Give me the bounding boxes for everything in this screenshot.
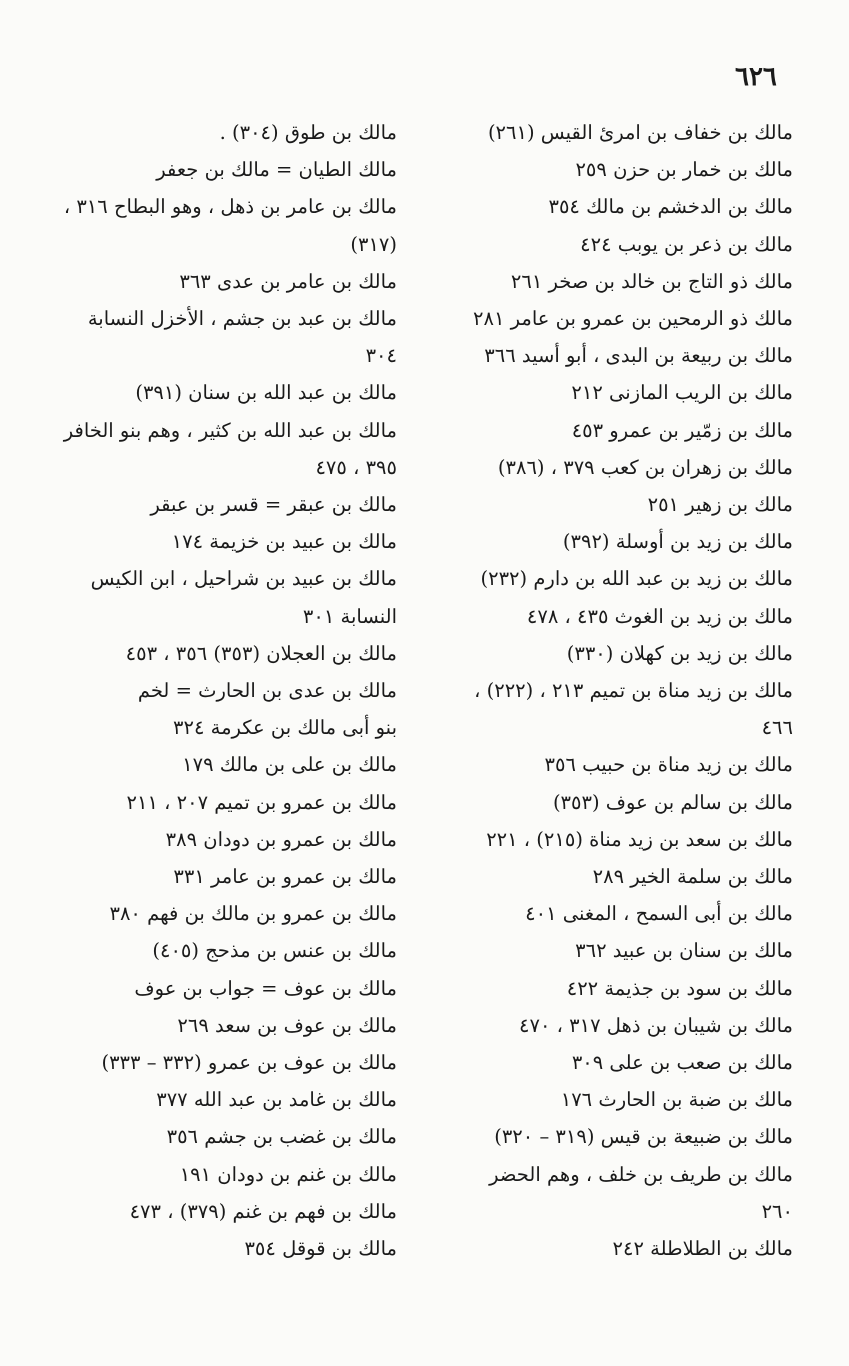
index-entry: مالك بن عوف بن عمرو (٣٣٢ – ٣٣٣)	[101, 1051, 397, 1075]
index-entry: مالك بن ضبيعة بن قيس (٣١٩ – ٣٢٠)	[494, 1125, 793, 1149]
index-entry: بنو أبى مالك بن عكرمة ٣٢٤	[173, 716, 397, 740]
index-entry: مالك بن الريب المازنى ٢١٢	[571, 381, 793, 405]
index-entry: مالك بن زيد بن عبد الله بن دارم (٢٣٢)	[480, 567, 793, 591]
index-entry: مالك بن زهير ٢٥١	[647, 493, 793, 517]
index-entry: مالك بن ذعر بن يوبب ٤٢٤	[580, 232, 793, 256]
index-entry: مالك بن سود بن جذيمة ٤٢٢	[566, 976, 793, 1000]
index-entry: مالك ذو الرمحين بن عمرو بن عامر ٢٨١	[473, 307, 793, 331]
index-entry: مالك بن ضبة بن الحارث ١٧٦	[560, 1088, 793, 1112]
index-entry: مالك بن زيد مناة بن حبيب ٣٥٦	[544, 753, 793, 777]
index-entry: مالك بن عوف بن سعد ٢٦٩	[177, 1013, 397, 1037]
index-entry: مالك بن على بن مالك ١٧٩	[182, 753, 397, 777]
index-entry: مالك بن طوق (٣٠٤) .	[219, 121, 397, 144]
index-entry: مالك بن خمار بن حزن ٢٥٩	[575, 158, 793, 182]
index-entry: مالك بن ربيعة بن البدى ، أبو أسيد ٣٦٦	[484, 344, 793, 368]
index-entry: مالك بن سالم بن عوف (٣٥٣)	[552, 790, 793, 814]
index-entry: مالك بن زيد مناة بن تميم ٢١٣ ، (٢٢٢) ، ٤٦٦	[474, 679, 793, 740]
index-entry: مالك بن الطلاطلة ٢٤٢	[612, 1237, 793, 1261]
index-entry: مالك بن قوقل ٣٥٤	[244, 1237, 397, 1261]
index-entry: مالك بن سلمة الخير ٢٨٩	[592, 865, 793, 889]
index-entry: مالك بن عوف = جواب بن عوف	[134, 976, 397, 1000]
index-entry: مالك بن خفاف بن امرئ القيس (٢٦١)	[487, 121, 793, 144]
index-entry: مالك بن زيد بن كهلان (٣٣٠)	[566, 641, 793, 665]
index-entry: مالك بن عمرو بن مالك بن فهم ٣٨٠	[109, 902, 397, 926]
page-number: ٦٢٦	[735, 62, 777, 92]
index-entry: مالك بن العجلان (٣٥٣) ٣٥٦ ، ٤٥٣	[125, 641, 397, 665]
index-entry: مالك بن طريف بن خلف ، وهم الحضر ٢٦٠	[489, 1162, 793, 1223]
index-entry: مالك بن عبد بن جشم ، الأخزل النسابة ٣٠٤	[87, 307, 397, 368]
index-entry: مالك بن غنم بن دودان ١٩١	[179, 1162, 397, 1186]
index-entry: مالك بن عبد الله بن كثير ، وهم بنو الخافر ٣٩٥ ، ٤٧٥	[63, 418, 397, 479]
index-entry: مالك بن صعب بن على ٣٠٩	[571, 1051, 793, 1075]
index-entry: مالك بن عبيد بن خزيمة ١٧٤	[171, 530, 397, 554]
index-entry: مالك بن زهران بن كعب ٣٧٩ ، (٣٨٦)	[497, 455, 793, 479]
index-entry: مالك بن شيبان بن ذهل ٣١٧ ، ٤٧٠	[519, 1013, 793, 1037]
index-entry: مالك بن سنان بن عبيد ٣٦٢	[575, 939, 793, 963]
index-column-left	[61, 114, 397, 1267]
index-entry: مالك بن زمّير بن عمرو ٤٥٣	[571, 418, 793, 442]
index-entry: مالك بن عمرو بن عامر ٣٣١	[173, 865, 397, 889]
index-entry: مالك ذو التاج بن خالد بن صخر ٢٦١	[510, 269, 793, 293]
index-entry: مالك بن فهم بن غنم (٣٧٩) ، ٤٧٣	[129, 1199, 397, 1223]
index-entry: مالك بن سعد بن زيد مناة (٢١٥) ، ٢٢١	[486, 827, 793, 851]
index-entry: مالك بن عبقر = قسر بن عبقر	[150, 493, 397, 517]
index-entry: مالك بن عنس بن مذحج (٤٠٥)	[152, 939, 397, 963]
index-entry: مالك بن زيد بن الغوث ٤٣٥ ، ٤٧٨	[526, 604, 793, 628]
index-entry: مالك بن الدخشم بن مالك ٣٥٤	[548, 195, 793, 219]
index-entry: مالك بن أبى السمح ، المغنى ٤٠١	[525, 902, 793, 926]
index-entry: مالك بن عامر بن ذهل ، وهو البطاح ٣١٦ ، (٣١٧)	[63, 195, 397, 256]
index-column-right	[455, 114, 793, 1267]
index-entry: مالك بن عدى بن الحارث = لخم	[137, 679, 397, 703]
index-entry: مالك بن عامر بن عدى ٣٦٣	[179, 269, 397, 293]
index-entry: مالك بن زيد بن أوسلة (٣٩٢)	[562, 530, 793, 554]
index-entry: مالك بن غضب بن جشم ٣٥٦	[166, 1125, 397, 1149]
index-entry: مالك بن غامد بن عبد الله ٣٧٧	[156, 1088, 397, 1112]
index-entry: مالك بن عمرو بن تميم ٢٠٧ ، ٢١١	[126, 790, 397, 814]
index-entry: مالك بن عبد الله بن سنان (٣٩١)	[135, 381, 397, 405]
index-entry: مالك بن عمرو بن دودان ٣٨٩	[165, 827, 397, 851]
index-entry: مالك بن عبيد بن شراحيل ، ابن الكيس النسابة ٣٠١	[90, 567, 397, 628]
index-entry: مالك الطيان = مالك بن جعفر	[156, 158, 397, 182]
